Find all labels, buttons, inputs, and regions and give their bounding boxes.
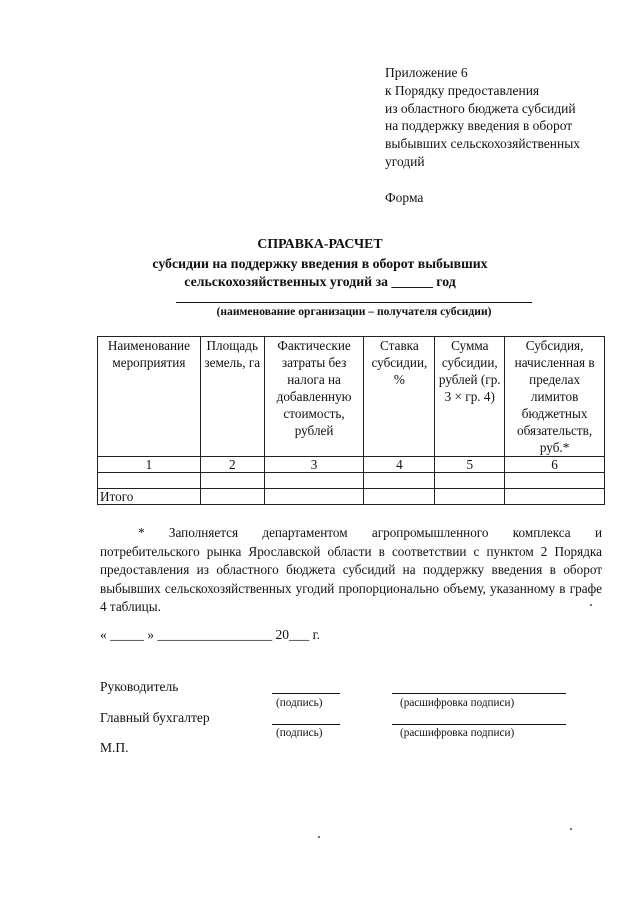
decode-caption: (расшифровка подписи) bbox=[400, 727, 515, 739]
table-number-row bbox=[98, 457, 605, 473]
scan-speck bbox=[570, 828, 572, 830]
organization-caption: (наименование организации – получателя субсидии) bbox=[216, 305, 492, 318]
date-line: « _____ » _________________ 20___ г. bbox=[100, 627, 321, 642]
head-decode-line[interactable] bbox=[392, 693, 566, 694]
decode-caption: (расшифровка подписи) bbox=[400, 697, 515, 709]
appendix-line: Приложение 6 bbox=[385, 65, 468, 80]
organization-name-line bbox=[176, 302, 532, 303]
accountant-decode-line[interactable] bbox=[392, 724, 566, 725]
table-cell[interactable] bbox=[505, 473, 605, 489]
table-row bbox=[98, 473, 605, 489]
table-cell[interactable] bbox=[505, 489, 605, 505]
form-label: Форма bbox=[385, 190, 424, 205]
header-cell: Ставка субсидии, % bbox=[364, 337, 435, 457]
column-number: 2 bbox=[200, 457, 264, 473]
signature-caption: (подпись) bbox=[276, 727, 323, 739]
table-cell[interactable] bbox=[200, 489, 264, 505]
head-label: Руководитель bbox=[100, 679, 179, 694]
table-cell[interactable] bbox=[435, 489, 505, 505]
header-cell: Субсидия, начисленная в пределах лимитов бюджетных обязательств, руб.* bbox=[505, 337, 605, 457]
appendix-line: угодий bbox=[385, 153, 425, 169]
header-cell: Наименование мероприятия bbox=[98, 337, 201, 457]
stamp-place-label: М.П. bbox=[100, 740, 129, 755]
column-number: 1 bbox=[98, 457, 201, 473]
calculation-table bbox=[97, 336, 605, 505]
document-title: СПРАВКА-РАСЧЕТ bbox=[257, 236, 383, 251]
header-cell: Сумма субсидии, рублей (гр. 3 × гр. 4) bbox=[435, 337, 505, 457]
head-signature-line[interactable] bbox=[272, 693, 340, 694]
table-cell[interactable] bbox=[98, 473, 201, 489]
column-number: 4 bbox=[364, 457, 435, 473]
table-cell[interactable] bbox=[364, 473, 435, 489]
table-header-row bbox=[98, 337, 605, 457]
scan-speck bbox=[590, 604, 592, 606]
appendix-block bbox=[385, 64, 625, 171]
table-cell[interactable] bbox=[264, 489, 364, 505]
accountant-signature-line[interactable] bbox=[272, 724, 340, 725]
appendix-line: выбывших сельскохозяйственных bbox=[385, 136, 581, 152]
scan-speck bbox=[318, 836, 320, 838]
footnote bbox=[100, 524, 602, 617]
appendix-line: к Порядку предоставления bbox=[385, 82, 540, 98]
table-total-row bbox=[98, 489, 605, 505]
table-cell[interactable] bbox=[264, 473, 364, 489]
appendix-line: на поддержку введения в оборот bbox=[385, 118, 573, 134]
table-cell[interactable] bbox=[435, 473, 505, 489]
column-number: 5 bbox=[435, 457, 505, 473]
appendix-line: из областного бюджета субсидий bbox=[385, 100, 576, 116]
footnote-body: потребительского рынка Ярославской области в соответствии с пунктом 2 Порядка предоставления из областного бюджета субсидий на поддержку введения в оборот выбывших сельскохозяйственных угодий пропорционально объему, указанному в графе 4 таблицы. bbox=[100, 543, 602, 615]
signature-caption: (подпись) bbox=[276, 697, 323, 709]
table-cell[interactable] bbox=[200, 473, 264, 489]
header-cell: Фактические затраты без налога на добавленную стоимость, рублей bbox=[264, 337, 364, 457]
total-label: Итого bbox=[98, 489, 201, 505]
column-number: 3 bbox=[264, 457, 364, 473]
column-number: 6 bbox=[505, 457, 605, 473]
accountant-label: Главный бухгалтер bbox=[100, 710, 210, 725]
document-subtitle: субсидии на поддержку введения в оборот выбывших bbox=[152, 256, 488, 271]
document-subtitle-year: сельскохозяйственных угодий за ______ год bbox=[184, 274, 456, 289]
table-cell[interactable] bbox=[364, 489, 435, 505]
footnote-first-line: * Заполняется департаментом агропромышленного комплекса и bbox=[138, 525, 602, 540]
header-cell: Площадь земель, га bbox=[200, 337, 264, 457]
